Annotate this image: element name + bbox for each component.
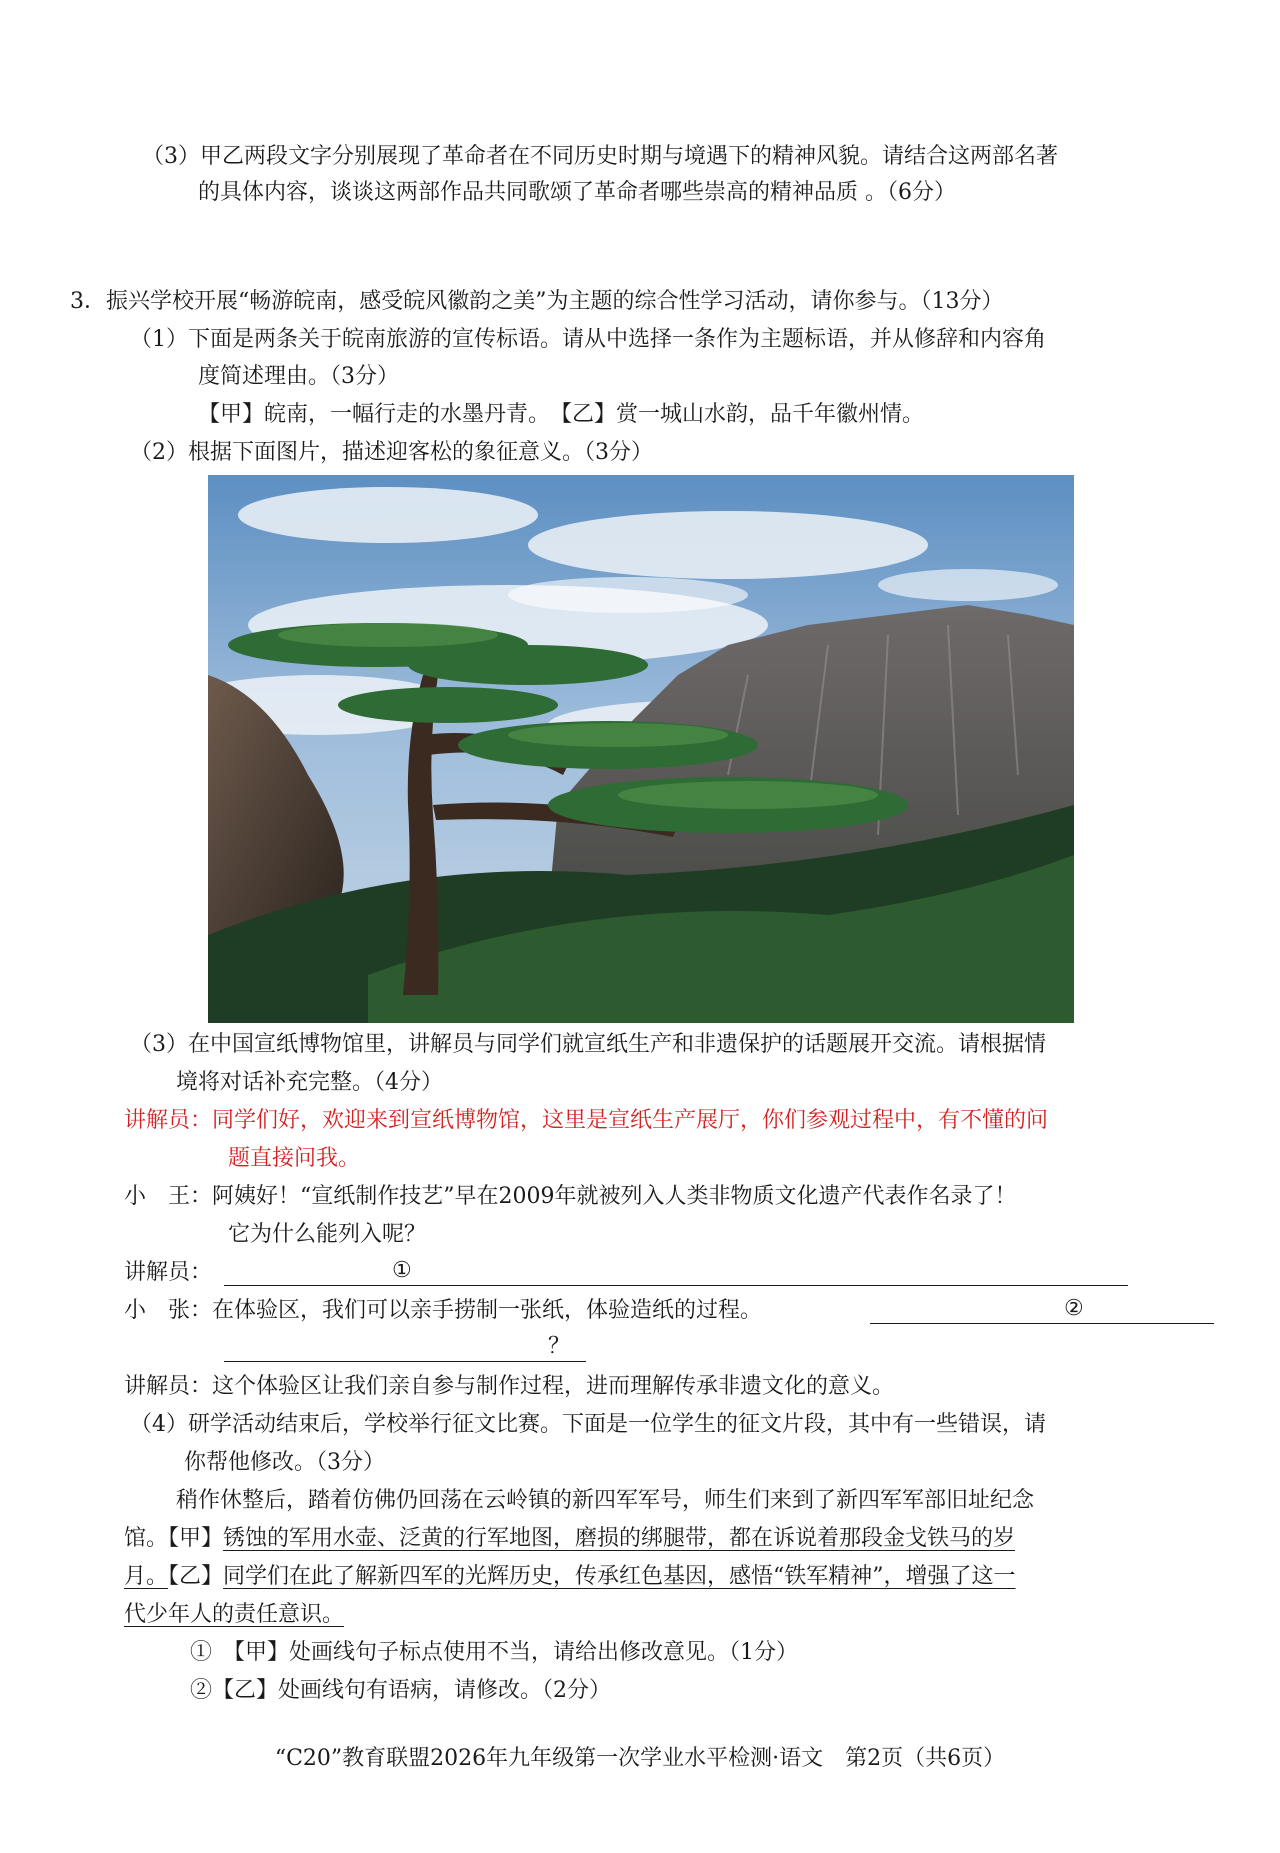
dialogue-wang-line1: 小 王：阿姨好！“宣纸制作技艺”早在2009年就被列入人类非物质文化遗产代表作名录了！ — [124, 1184, 1017, 1209]
blank-2-marker: ② — [1064, 1296, 1084, 1321]
q3-sub4-line2: 你帮他修改。（3分） — [184, 1450, 385, 1475]
essay-underlined-yi: 同学们在此了解新四军的光辉历史，传承红色基因，感悟“铁军精神”，增强了这一 — [223, 1564, 1016, 1589]
q3-sub1-line1: （1）下面是两条关于皖南旅游的宣传标语。请从中选择一条作为主题标语，并从修辞和内容角 — [130, 327, 1047, 352]
essay-yi-label: 【乙】 — [168, 1564, 224, 1589]
q2-sub3-line1: （3）甲乙两段文字分别展现了革命者在不同历史时期与境遇下的精神风貌。请结合这两部名著 — [142, 144, 1059, 169]
answer-blank-2b[interactable] — [224, 1361, 586, 1362]
essay-line4 — [124, 1600, 344, 1630]
q3-slogans: 【甲】皖南，一幅行走的水墨丹青。 【乙】赏一城山水韵，品千年徽州情。 — [198, 402, 925, 427]
blank-2-question-mark: ？ — [548, 1334, 571, 1359]
essay-line1: 稍作休整后，踏着仿佛仍回荡在云岭镇的新四军军号，师生们来到了新四军军部旧址纪念 — [176, 1488, 1035, 1513]
essay-underlined-yi-end: 代少年人的责任意识。 — [124, 1602, 345, 1627]
q3-sub4-line1: （4）研学活动结束后，学校举行征文比赛。下面是一位学生的征文片段，其中有一些错误，请 — [130, 1412, 1047, 1437]
essay-line2 — [124, 1524, 1015, 1554]
answer-blank-1[interactable] — [224, 1285, 1128, 1286]
essay-line2-prefix: 馆。【甲】 — [124, 1526, 224, 1551]
q3-task2: ②【乙】处画线句有语病，请修改。（2分） — [190, 1678, 611, 1703]
q3-sub2: （2）根据下面图片，描述迎客松的象征意义。（3分） — [130, 440, 653, 465]
dialogue-wang-line2: 它为什么能列入呢？ — [228, 1222, 427, 1247]
blank-1-marker: ① — [392, 1258, 412, 1283]
q3-sub3-line2: 境将对话补充完整。（4分） — [176, 1070, 443, 1095]
page-footer: “C20”教育联盟2026年九年级第一次学业水平检测·语文 第2页（共6页） — [274, 1746, 1006, 1771]
dialogue-guide-line3: 讲解员：这个体验区让我们亲自参与制作过程，进而理解传承非遗文化的意义。 — [124, 1374, 895, 1399]
essay-underlined-jia-end: 月。 — [124, 1564, 169, 1589]
dialogue-guide-label: 讲解员： — [124, 1260, 213, 1285]
q3-intro: 3．振兴学校开展“畅游皖南，感受皖风徽韵之美”为主题的综合性学习活动，请你参与。（13分） — [70, 289, 1004, 314]
dialogue-guide-line1: 讲解员：同学们好，欢迎来到宣纸博物馆，这里是宣纸生产展厅，你们参观过程中，有不懂的问 — [124, 1108, 1049, 1133]
q3-task1: ① 【甲】处画线句子标点使用不当，请给出修改意见。（1分） — [190, 1640, 798, 1665]
dialogue-zhang-line1: 小 张：在体验区，我们可以亲手捞制一张纸，体验造纸的过程。 — [124, 1298, 763, 1323]
answer-blank-2a[interactable] — [870, 1323, 1214, 1324]
dialogue-guide-line1b: 题直接问我。 — [228, 1146, 361, 1171]
q3-sub1-line2: 度简述理由。（3分） — [198, 364, 399, 389]
essay-underlined-jia: 锈蚀的军用水壶、泛黄的行军地图，磨损的绑腿带，都在诉说着那段金戈铁马的岁 — [223, 1526, 1016, 1551]
q2-sub3-line2: 的具体内容，谈谈这两部作品共同歌颂了革命者哪些崇高的精神品质 。（6分） — [198, 180, 956, 205]
q3-sub3-line1: （3）在中国宣纸博物馆里，讲解员与同学们就宣纸生产和非遗保护的话题展开交流。请根据情 — [130, 1032, 1047, 1057]
welcoming-pine-photo — [208, 475, 1074, 1023]
essay-line3 — [124, 1562, 1016, 1592]
